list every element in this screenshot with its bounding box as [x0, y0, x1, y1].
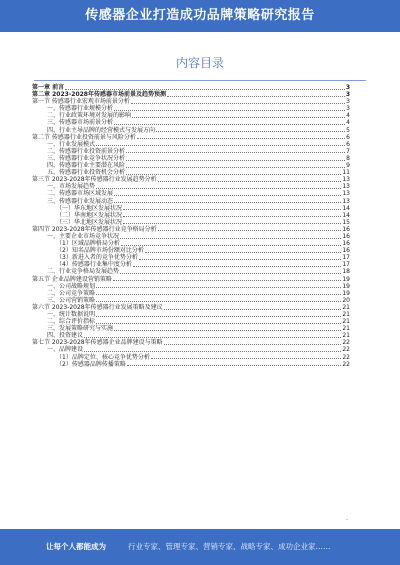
toc-leader-dots — [164, 344, 342, 345]
toc-entry-page: 22 — [342, 360, 350, 368]
toc-leader-dots — [126, 152, 345, 153]
toc-entry-title: （三）华北地区发展状况 — [56, 218, 123, 226]
toc-entry[interactable] — [32, 268, 350, 275]
toc-leader-dots — [96, 287, 341, 288]
toc-entry[interactable] — [32, 361, 350, 368]
toc-entry-title: 一、行业发展模式 — [47, 140, 96, 148]
toc-entry[interactable] — [32, 141, 350, 148]
toc-entry-page: 22 — [342, 353, 350, 361]
toc-entry-page: 22 — [342, 346, 350, 354]
toc-entry-title: 第二章 2023-2028年传感器市场前景及趋势预测 — [32, 91, 166, 99]
toc-entry-title: 一、统计数据说明 — [47, 311, 96, 318]
toc-entry-page: 7 — [346, 147, 350, 155]
toc-entry[interactable] — [32, 148, 350, 155]
toc-entry-title: 第一章 前言 — [32, 84, 65, 91]
toc-entry-title: 三、传感器市场前景分析 — [47, 119, 114, 127]
toc-leader-dots — [120, 238, 341, 239]
toc-entry-title: 二、传感器市场区域发展 — [47, 190, 114, 198]
table-of-contents — [32, 84, 350, 368]
toc-entry[interactable] — [32, 304, 350, 311]
toc-entry-title: 第四节 2023-2028年传感器行业竞争格局分析 — [32, 225, 157, 233]
toc-entry[interactable] — [32, 233, 350, 240]
toc-entry-title: 二、综合评价指标 — [47, 318, 96, 326]
toc-entry-title: 第六节 2023-2028年传感器行业发展策略及建议 — [32, 303, 163, 311]
toc-leader-dots — [123, 216, 341, 217]
toc-leader-dots — [167, 96, 345, 97]
toc-entry-page: 17 — [342, 261, 350, 269]
toc-entry-page: 16 — [342, 232, 350, 240]
toc-entry-page: 3 — [345, 84, 350, 91]
toc-entry-page: 13 — [342, 183, 350, 191]
toc-entry-title: 第七节 2023-2028年传感器企业品牌建设与策略 — [32, 339, 163, 347]
toc-entry-title: 第三节 2023-2028年传感器行业发展趋势分析 — [32, 176, 157, 184]
toc-entry-page: 13 — [342, 197, 350, 205]
toc-entry[interactable] — [32, 198, 350, 205]
toc-leader-dots — [164, 309, 342, 310]
toc-leader-dots — [158, 230, 342, 231]
toc-heading: 内容目录 — [175, 56, 224, 70]
toc-leader-dots — [96, 323, 341, 324]
toc-entry-page: 16 — [342, 225, 350, 233]
toc-entry[interactable] — [32, 346, 350, 353]
toc-leader-dots — [96, 145, 345, 146]
toc-entry-title: 二、传感器行业投资前景分析 — [47, 147, 126, 155]
toc-entry[interactable] — [32, 276, 350, 283]
toc-entry[interactable] — [32, 226, 350, 233]
toc-leader-dots — [84, 351, 341, 352]
toc-entry-page: 6 — [346, 133, 350, 141]
toc-entry-title: 一、主要企业市场竞争状况 — [47, 232, 120, 240]
toc-entry[interactable] — [32, 134, 350, 141]
toc-entry-page: 16 — [342, 247, 350, 255]
toc-entry-page: 14 — [342, 211, 350, 219]
toc-entry[interactable] — [32, 212, 350, 219]
toc-entry-title: 三、传感器行业竞争状况分析 — [47, 154, 126, 162]
toc-entry-page: 4 — [346, 119, 350, 127]
toc-entry-page: 14 — [342, 204, 350, 212]
toc-leader-dots — [121, 245, 342, 246]
toc-entry-title: 三、传感器行业发展动态 — [47, 197, 114, 205]
toc-entry-title: （一）华东地区发展状况 — [56, 204, 123, 212]
toc-entry-title: 三、发展策略研究与实施 — [47, 325, 114, 333]
toc-entry-title: （3）新进入者的竞争优势分析 — [56, 254, 138, 262]
report-title: 传感器企业打造成功品牌策略研究报告 — [85, 8, 315, 23]
toc-leader-dots — [145, 252, 342, 253]
toc-entry-title: （2）知名品牌市场份额对比分析 — [56, 247, 144, 255]
toc-entry-page: 21 — [342, 332, 350, 340]
toc-entry-title: 二、公司竞争策略 — [47, 289, 96, 297]
toc-entry-title: 一、传感器行业规模分析 — [47, 105, 114, 113]
toc-divider — [34, 80, 366, 81]
toc-entry-page: 11 — [342, 169, 350, 177]
toc-entry-page: 8 — [346, 154, 350, 162]
toc-entry[interactable] — [32, 290, 350, 297]
toc-leader-dots — [114, 202, 341, 203]
toc-entry-title: 第一节 传感器行业宏观市场前景分析 — [32, 98, 130, 106]
toc-leader-dots — [137, 138, 345, 139]
toc-leader-dots — [126, 174, 341, 175]
toc-entry-title: 一、市场发展趋势 — [47, 183, 96, 191]
toc-leader-dots — [126, 160, 345, 161]
toc-leader-dots — [156, 131, 345, 132]
toc-entry-title: （1）品牌定位、核心竞争优势分析 — [56, 353, 150, 361]
footer-tagline: 行业专家、管理专家、营销专家、战略专家、成功企业家…… — [128, 542, 331, 551]
toc-entry-title: 四、行业主导品牌的经营模式与发展方向 — [47, 126, 156, 134]
toc-leader-dots — [123, 209, 341, 210]
toc-entry-page: 22 — [342, 339, 350, 347]
toc-entry-title: （二）华南地区发展状况 — [56, 211, 123, 219]
toc-leader-dots — [96, 188, 341, 189]
toc-entry-page: 19 — [342, 282, 350, 290]
toc-leader-dots — [133, 266, 342, 267]
toc-entry-title: （1）区域品牌格局分析 — [56, 240, 120, 248]
toc-entry-page: 6 — [346, 140, 350, 148]
footer-brand: 让每个人都能成为 — [46, 542, 106, 551]
toc-entry-title: 五、传感器行业投资机会分析 — [47, 169, 126, 177]
toc-entry-page: 13 — [342, 190, 350, 198]
toc-entry-title: 二、行业政策环境对发展的影响 — [47, 112, 132, 120]
toc-leader-dots — [113, 280, 341, 281]
toc-entry[interactable] — [32, 297, 350, 304]
toc-entry-page: 4 — [346, 112, 350, 120]
toc-entry[interactable] — [32, 155, 350, 162]
toc-entry-title: 第二节 传感器行业投资前景与风险分析 — [32, 133, 136, 141]
toc-entry-title: 三、公司营销策略 — [47, 296, 96, 304]
toc-entry-page: 21 — [342, 303, 350, 311]
toc-leader-dots — [84, 337, 341, 338]
toc-entry-page: 18 — [342, 268, 350, 276]
toc-leader-dots — [126, 167, 345, 168]
toc-entry[interactable] — [32, 127, 350, 134]
toc-leader-dots — [114, 124, 345, 125]
toc-leader-dots — [114, 110, 345, 111]
toc-leader-dots — [131, 103, 345, 104]
toc-leader-dots — [151, 358, 342, 359]
page-marker: . — [346, 515, 348, 522]
toc-leader-dots — [96, 316, 341, 317]
toc-entry-title: 四、传感器行业主要潜在风险 — [47, 162, 126, 170]
toc-entry[interactable] — [32, 354, 350, 361]
toc-entry-page: 3 — [345, 91, 350, 99]
toc-entry-page: 21 — [342, 318, 350, 326]
toc-entry-page: 16 — [342, 240, 350, 248]
toc-entry[interactable] — [32, 283, 350, 290]
toc-entry-title: 四、投资建议 — [47, 332, 84, 340]
toc-entry-page: 3 — [346, 105, 350, 113]
toc-leader-dots — [123, 223, 341, 224]
report-header — [0, 0, 400, 32]
toc-entry-page: 17 — [342, 254, 350, 262]
toc-leader-dots — [96, 294, 341, 295]
toc-entry-page: 20 — [342, 296, 350, 304]
toc-leader-dots — [132, 117, 345, 118]
toc-entry-title: 一、品牌建设 — [47, 346, 84, 354]
toc-entry[interactable] — [32, 205, 350, 212]
toc-leader-dots — [120, 273, 341, 274]
footer-bar — [0, 529, 400, 565]
toc-entry-title: （2）传感器品牌传播策略 — [56, 360, 126, 368]
toc-leader-dots — [65, 89, 345, 90]
toc-leader-dots — [127, 365, 342, 366]
toc-entry[interactable] — [32, 119, 350, 126]
toc-leader-dots — [114, 330, 341, 331]
toc-leader-dots — [114, 195, 341, 196]
toc-entry[interactable] — [32, 190, 350, 197]
toc-leader-dots — [158, 181, 342, 182]
toc-entry-page: 9 — [346, 162, 350, 170]
toc-entry-page: 15 — [342, 218, 350, 226]
toc-entry-page: 19 — [342, 275, 350, 283]
toc-entry-title: 二、行业竞争格局发展趋势 — [47, 268, 120, 276]
toc-entry-page: 21 — [342, 325, 350, 333]
toc-leader-dots — [139, 259, 342, 260]
toc-leader-dots — [96, 301, 341, 302]
toc-entry-page: 3 — [346, 98, 350, 106]
toc-entry-page: 13 — [342, 176, 350, 184]
toc-entry-page: 5 — [346, 126, 350, 134]
toc-entry-title: 第五节 企业品牌建设营销策略 — [32, 275, 112, 283]
toc-entry-title: （4）传感器行业集中度分析 — [56, 261, 132, 269]
toc-entry-page: 21 — [342, 311, 350, 318]
toc-entry-page: 19 — [342, 289, 350, 297]
toc-entry[interactable] — [32, 219, 350, 226]
toc-entry-title: 一、公司战略规划 — [47, 282, 96, 290]
